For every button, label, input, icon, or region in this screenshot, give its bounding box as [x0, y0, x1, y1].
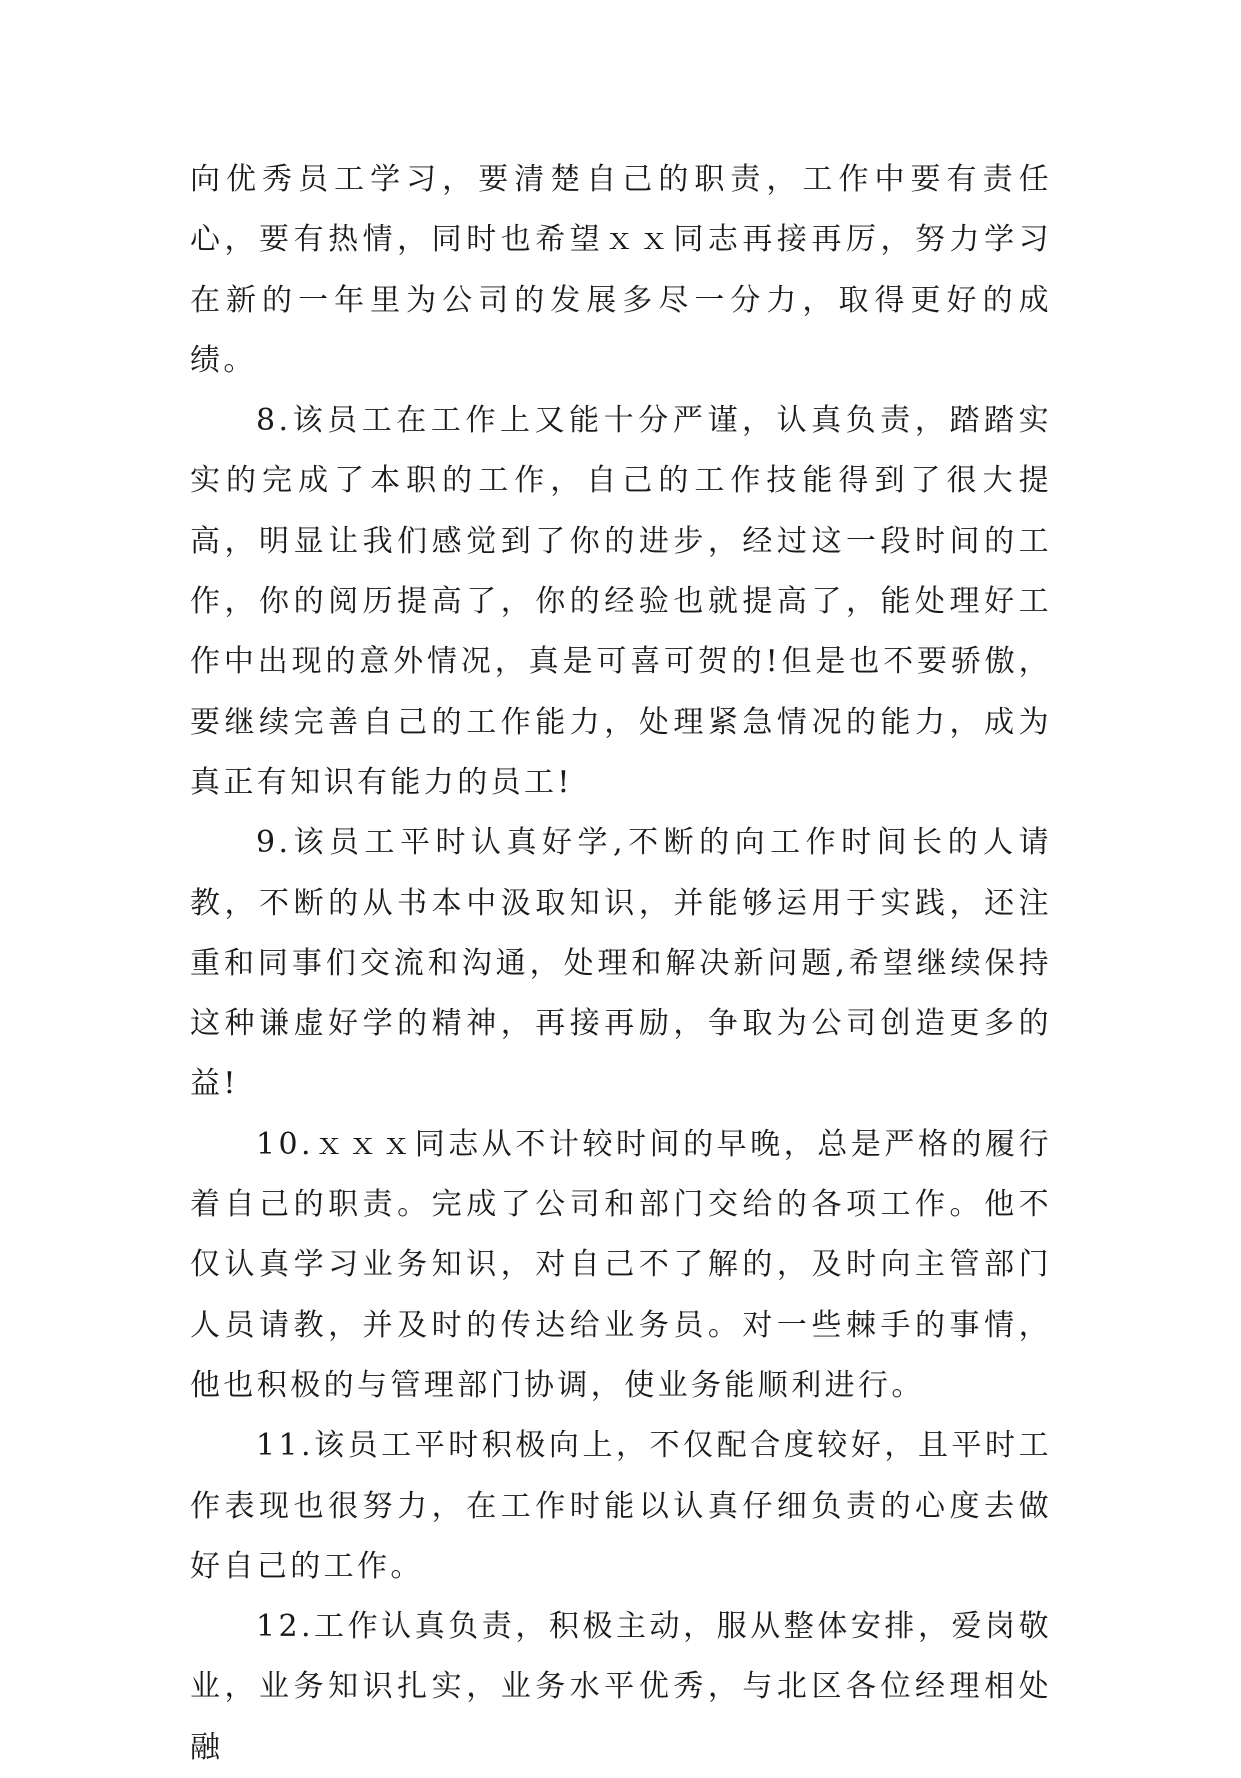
- paragraph-continuation: 向优秀员工学习，要清楚自己的职责，工作中要有责任心，要有热情，同时也希望ｘｘ同志再接再厉，努力学习在新的一年里为公司的发展多尽一分力，取得更好的成绩。: [190, 162, 1052, 378]
- document-body: [190, 150, 1052, 1778]
- paragraph-item-11: 11.该员工平时积极向上，不仅配合度较好，且平时工作表现也很努力，在工作时能以认真仔细负责的心度去做好自己的工作。: [190, 1428, 1052, 1584]
- paragraph-item-12: 12.工作认真负责，积极主动，服从整体安排，爱岗敬业，业务知识扎实，业务水平优秀，与北区各位经理相处融: [190, 1609, 1052, 1765]
- paragraph-item-9: 9.该员工平时认真好学,不断的向工作时间长的人请教，不断的从书本中汲取知识，并能够运用于实践，还注重和同事们交流和沟通，处理和解决新问题,希望继续保持这种谦虚好学的精神，再接再励，争取为公司创造更多的益!: [190, 825, 1052, 1102]
- paragraph-item-8: 8.该员工在工作上又能十分严谨，认真负责，踏踏实实的完成了本职的工作，自己的工作技能得到了很大提高，明显让我们感觉到了你的进步，经过这一段时间的工作，你的阅历提高了，你的经验也就提高了，能处理好工作中出现的意外情况，真是可喜可贺的!但是也不要骄傲，要继续完善自己的工作能力，处理紧急情况的能力，成为真正有知识有能力的员工!: [190, 403, 1052, 800]
- paragraph-item-10: 10.ｘｘｘ同志从不计较时间的早晚，总是严格的履行着自己的职责。完成了公司和部门交给的各项工作。他不仅认真学习业务知识，对自己不了解的，及时向主管部门人员请教，并及时的传达给业务员。对一些棘手的事情，他也积极的与管理部门协调，使业务能顺利进行。: [190, 1126, 1052, 1403]
